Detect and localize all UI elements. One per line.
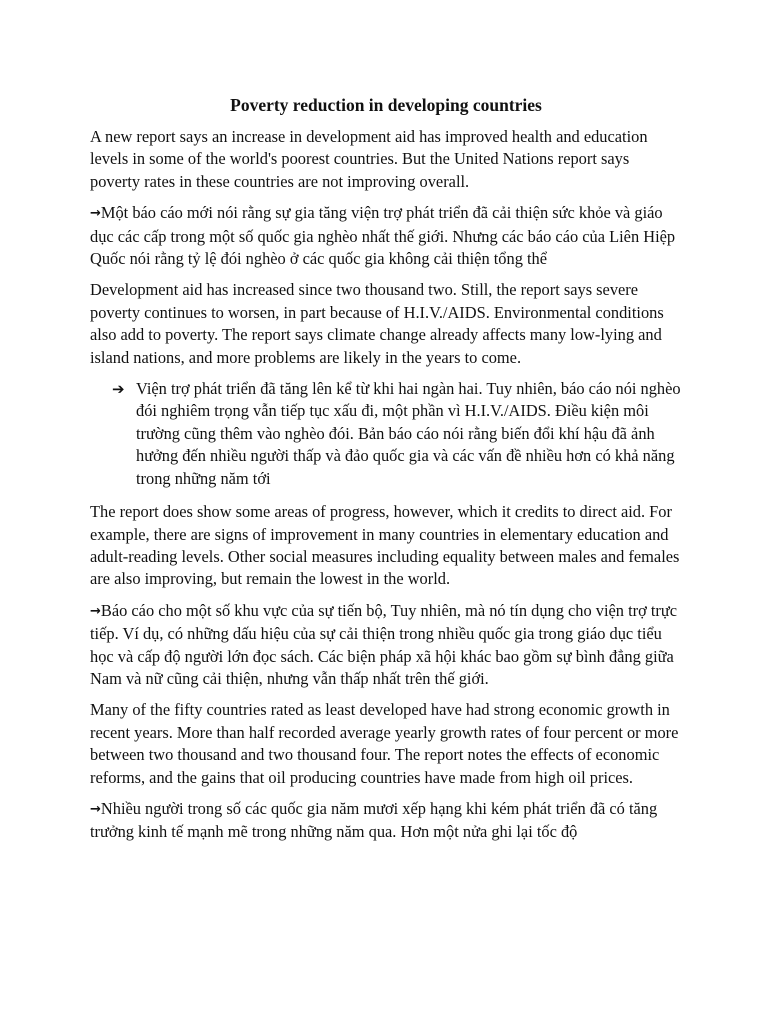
bullet-item-vietnamese-2 (112, 378, 682, 490)
arrow-icon: → (90, 801, 101, 817)
arrow-icon: → (90, 603, 101, 619)
paragraph-vietnamese-3 (90, 600, 682, 691)
arrow-icon: → (90, 206, 101, 222)
paragraph-vietnamese-1 (90, 202, 682, 270)
paragraph-english-2 (90, 279, 682, 369)
paragraph-text: Báo cáo cho một số khu vực của sự tiến bộ, Tuy nhiên, mà nó tín dụng cho viện trợ trực tiếp. Ví dụ, có những dấu hiệu của sự cải thiện trong nhiều quốc gia trong giáo dục tiểu học và cấp độ người lớn đọc sách. Các biện pháp xã hội khác bao gồm sự bình đẳng giữa Nam và nữ cũng cải thiện, nhưng vẫn thấp nhất trên thế giới. (90, 600, 678, 688)
paragraph-english-3 (90, 501, 682, 591)
paragraph-text: Development aid has increased since two thousand two. Still, the report says severe poverty continues to worsen, in part because of H.I.V./AIDS. Environmental conditions also add to poverty. The report says climate change already affects many low-lying and island nations, and more problems are likely in the years to come. (90, 280, 664, 367)
paragraph-text: The report does show some areas of progress, however, which it credits to direct aid. For example, there are signs of improvement in many countries in elementary education and adult-reading levels. Other social measures including equality between males and females are also improving, but remain the lowest in the world. (90, 502, 680, 589)
paragraph-text: Một báo cáo mới nói rằng sự gia tăng viện trợ phát triển đã cải thiện sức khỏe và giáo dục các cấp trong một số quốc gia nghèo nhất thế giới. Nhưng các báo cáo của Liên Hiệp Quốc nói rằng tỷ lệ đói nghèo ở các quốc gia không cải thiện tổng thể (90, 203, 676, 269)
paragraph-english-4 (90, 699, 682, 789)
paragraph-text: Viện trợ phát triển đã tăng lên kể từ khi hai ngàn hai. Tuy nhiên, báo cáo nói nghèo đói nghiêm trọng vẫn tiếp tục xấu đi, một phần vì H.I.V./AIDS. Điều kiện môi trường cũng thêm vào nghèo đói. Bản báo cáo nói rằng biến đổi khí hậu đã ảnh hưởng đến nhiều người thấp và đảo quốc gia và các vấn đề nhiều hơn có khả năng trong những năm tới (136, 379, 681, 488)
document-page (90, 94, 682, 853)
paragraph-text: Many of the fifty countries rated as least developed have had strong economic growth in recent years. More than half recorded average yearly growth rates of four percent or more between two thousand and two thousand four. The report notes the effects of economic reforms, and the gains that oil producing countries have made from high oil prices. (90, 700, 679, 787)
paragraph-text: Nhiều người trong số các quốc gia năm mươi xếp hạng khi kém phát triển đã có tăng trưởng kinh tế mạnh mẽ trong những năm qua. Hơn một nửa ghi lại tốc độ (90, 798, 658, 842)
document-title: Poverty reduction in developing countries (230, 95, 542, 115)
arrow-bullet-icon: ➔ (112, 380, 125, 399)
paragraph-text: A new report says an increase in development aid has improved health and education levels in some of the world's poorest countries. But the United Nations report says poverty rates in these countries are not improving overall. (90, 127, 648, 191)
paragraph-english-1 (90, 126, 682, 193)
paragraph-vietnamese-4 (90, 798, 682, 844)
